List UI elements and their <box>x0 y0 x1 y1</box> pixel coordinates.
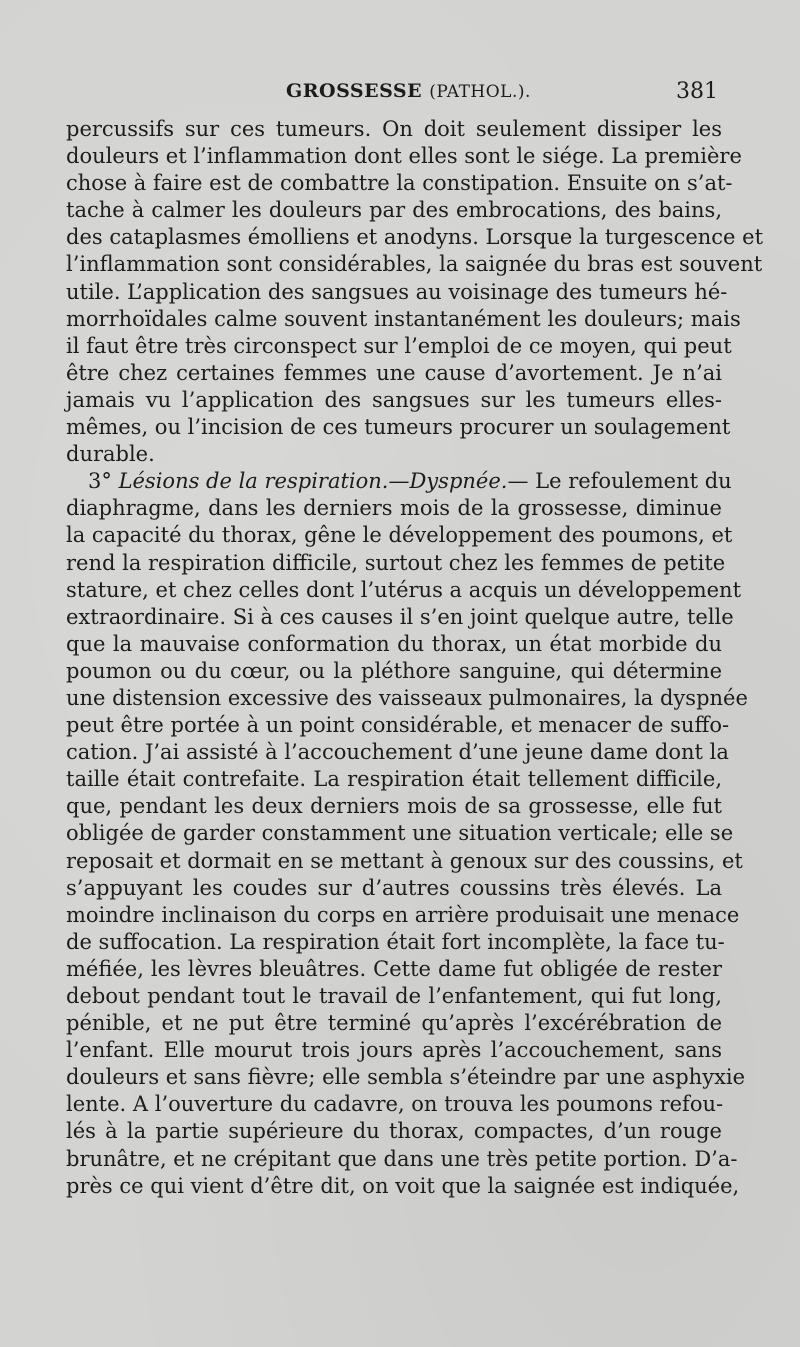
text-line: utile. L’application des sangsues au voisinage des tumeurs hé- <box>66 279 728 304</box>
section-heading-line <box>66 468 732 495</box>
text-line: chose à faire est de combattre la constipation. Ensuite on s’at- <box>66 171 733 196</box>
text-line: poumon ou du cœur, ou la pléthore sanguine, qui détermine <box>66 658 722 683</box>
text-line: durable. <box>66 442 155 467</box>
text-line: l’enfant. Elle mourut trois jours après l’accouchement, sans <box>66 1038 722 1063</box>
text-line: une distension excessive des vaisseaux pulmonaires, la dyspnée <box>66 685 748 710</box>
text-line: l’inflammation sont considérables, la saignée du bras est souvent <box>66 252 763 277</box>
text-line: la capacité du thorax, gêne le développement des poumons, et <box>66 523 733 548</box>
page-header <box>66 80 720 110</box>
text-line: de suffocation. La respiration était fort incomplète, la face tu- <box>66 929 725 954</box>
text-line: peut être portée à un point considérable, et menacer de suffo- <box>66 713 730 738</box>
text-line: stature, et chez celles dont l’utérus a acquis un développement <box>66 577 742 602</box>
text-line: que, pendant les deux derniers mois de sa grossesse, elle fut <box>66 794 722 819</box>
text-line: moindre inclinaison du corps en arrière produisait une menace <box>66 902 740 927</box>
text-line: taille était contrefaite. La respiration était tellement difficile, <box>66 767 722 792</box>
running-title <box>286 80 531 102</box>
text-line: il faut être très circonspect sur l’emploi de ce moyen, qui peut <box>66 333 732 358</box>
section-heading-rest: Le refoulement du <box>535 469 732 494</box>
text-line: pénible, et ne put être terminé qu’après l’excérébration de <box>66 1011 722 1036</box>
page-number: 381 <box>676 79 718 104</box>
running-title-paren: (PATHOL.). <box>429 82 531 102</box>
paragraph-hemorrhoids <box>66 116 764 468</box>
text-line: douleurs et l’inflammation dont elles sont le siége. La première <box>66 144 742 169</box>
text-line: que la mauvaise conformation du thorax, un état morbide du <box>66 631 722 656</box>
text-line: obligée de garder constamment une situation verticale; elle se <box>66 821 734 846</box>
text-line: méfiée, les lèvres bleuâtres. Cette dame fut obligée de rester <box>66 956 722 981</box>
text-line: douleurs et sans fièvre; elle sembla s’éteindre par une asphyxie <box>66 1065 746 1090</box>
section-number: 3° <box>88 469 112 494</box>
text-line: lente. A l’ouverture du cadavre, on trouva les poumons refou- <box>66 1092 724 1117</box>
running-title-main: GROSSESSE <box>286 80 423 102</box>
text-line: morrhoïdales calme souvent instantanément les douleurs; mais <box>66 306 741 331</box>
text-line: tache à calmer les douleurs par des embrocations, des bains, <box>66 198 722 223</box>
text-line: des cataplasmes émolliens et anodyns. Lorsque la turgescence et <box>66 225 764 250</box>
text-line: extraordinaire. Si à ces causes il s’en joint quelque autre, telle <box>66 604 734 629</box>
text-line: lés à la partie supérieure du thorax, compactes, d’un rouge <box>66 1119 722 1144</box>
paragraph-dyspnea <box>66 468 748 1200</box>
text-line: reposait et dormait en se mettant à genoux sur des coussins, et <box>66 848 743 873</box>
text-line: percussifs sur ces tumeurs. On doit seulement dissiper les <box>66 117 722 141</box>
text-line: jamais vu l’application des sangsues sur les tumeurs elles- <box>66 387 722 412</box>
body-text <box>66 116 764 1200</box>
text-line: debout pendant tout le travail de l’enfantement, qui fut long, <box>66 984 722 1008</box>
text-line: cation. J’ai assisté à l’accouchement d’une jeune dame dont la <box>66 740 729 765</box>
section-heading: Lésions de la respiration.—Dyspnée.— <box>118 469 529 494</box>
text-line: brunâtre, et ne crépitant que dans une très petite portion. D’a- <box>66 1146 738 1171</box>
text-line: près ce qui vient d’être dit, on voit que la saignée est indiquée, <box>66 1173 740 1198</box>
text-line: s’appuyant les coudes sur d’autres coussins très élevés. La <box>66 875 722 900</box>
text-line: mêmes, ou l’incision de ces tumeurs procurer un soulagement <box>66 415 731 440</box>
text-line: être chez certaines femmes une cause d’avortement. Je n’ai <box>66 360 722 385</box>
text-line: rend la respiration difficile, surtout chez les femmes de petite <box>66 550 726 575</box>
text-line: diaphragme, dans les derniers mois de la grossesse, diminue <box>66 496 722 521</box>
